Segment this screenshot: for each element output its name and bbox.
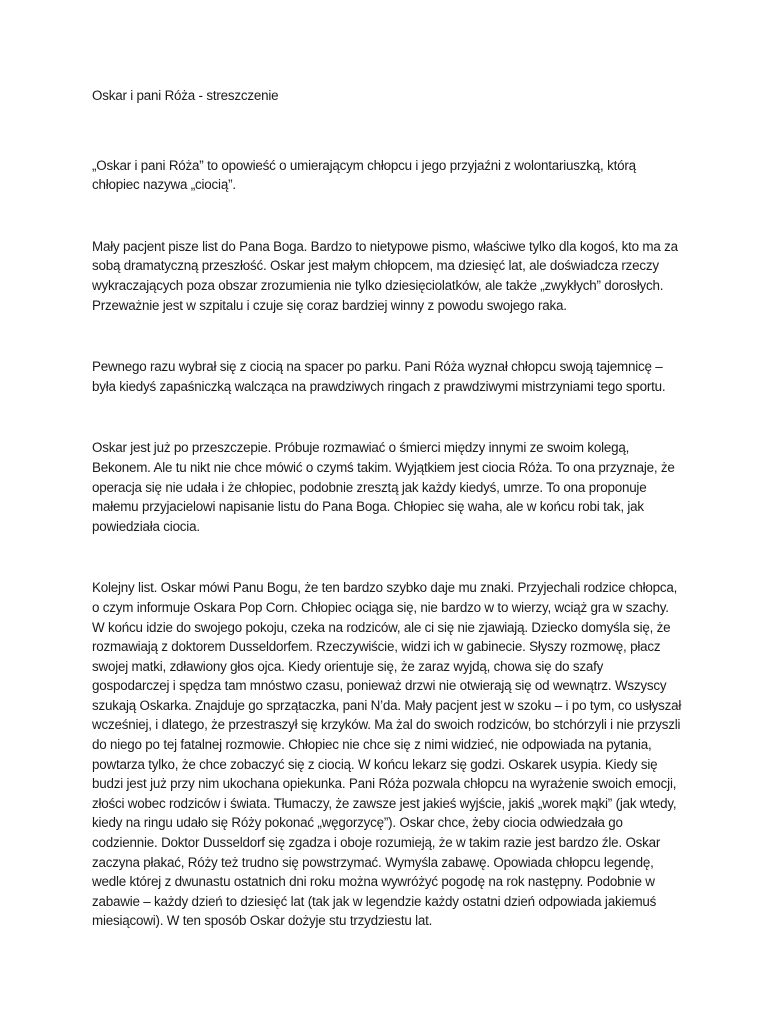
paragraph-park: Pewnego razu wybrał się z ciocią na spacer po parku. Pani Róża wyznał chłopcu swoją tajemnicę – była kiedyś zapaśniczką walcząca na prawdziwych ringach z prawdziwymi mistrzyniami tego sportu.: [92, 359, 666, 394]
paragraph-transplant: Oskar jest już po przeszczepie. Próbuje rozmawiać o śmierci między innymi ze swoim kolegą, Bekonem. Ale tu nikt nie chce mówić o czymś takim. Wyjątkiem jest ciocia Róża. To ona przyznaje, że operacja się nie udała i że chłopiec, podobnie zresztą jak każdy kiedyś, umrze. To ona proponuje małemu przyjacielowi napisanie listu do Pana Boga. Chłopiec się waha, ale w końcu robi tak, jak powiedziała ciocia.: [92, 440, 675, 534]
document-body: [92, 86, 682, 931]
paragraph-next-letter: Kolejny list. Oskar mówi Panu Bogu, że ten bardzo szybko daje mu znaki. Przyjechali rodzice chłopca, o czym informuje Oskara Pop Corn. Chłopiec ociąga się, nie bardzo w to wierzy, wciąż gra w szachy. W końcu idzie do swojego pokoju, czeka na rodziców, ale ci się nie zjawiają. Dziecko domyśla się, że rozmawiają z doktorem Dusseldorfem. Rzeczywiście, widzi ich w gabinecie. Słyszy rozmowę, płacz swojej matki, zdławiony głos ojca. Kiedy orientuje się, że zaraz wyjdą, chowa się do szafy gospodarczej i spędza tam mnóstwo czasu, ponieważ drzwi nie otwierają się od wewnątrz. Wszyscy szukają Oskarka. Znajduje go sprzątaczka, pani N’da. Mały pacjent jest w szoku – i po tym, co usłyszał wcześniej, i dlatego, że przestraszył się krzyków. Ma żal do swoich rodziców, bo stchórzyli i nie przyszli do niego po tej fatalnej rozmowie. Chłopiec nie chce się z nimi widzieć, nie odpowiada na pytania, powtarza tylko, że chce zobaczyć się z ciocią. W końcu lekarz się godzi. Oskarek usypia. Kiedy się budzi jest już przy nim ukochana opiekunka. Pani Róża pozwala chłopcu na wyrażenie swoich emocji, złości wobec rodziców i świata. Tłumaczy, że zawsze jest jakieś wyjście, jakiś „worek mąki” (jak wtedy, kiedy na ringu udało się Róży pokonać „węgorzycę”). Oskar chce, żeby ciocia odwiedzała go codziennie. Doktor Dusseldorf się zgadza i oboje rozumieją, że w takim razie jest bardzo źle. Oskar zaczyna płakać, Róży też trudno się powstrzymać. Wymyśla zabawę. Opowiada chłopcu legendę, wedle której z dwunastu ostatnich dni roku można wywróżyć pogodę na rok następny. Podobnie w zabawie – każdy dzień to dziesięć lat (tak jak w legendzie każdy ostatni dzień odpowiada jakiemuś miesiącowi). W ten sposób Oskar dożyje stu trzydziestu lat.: [92, 580, 682, 929]
paragraph-intro: „Oskar i pani Róża” to opowieść o umierającym chłopcu i jego przyjaźni z wolontariuszką, którą chłopiec nazywa „ciocią”.: [92, 157, 636, 193]
document-title: Oskar i pani Róża - streszczenie: [92, 88, 279, 103]
paragraph-letter: Mały pacjent pisze list do Pana Boga. Bardzo to nietypowe pismo, właściwe tylko dla kogoś, kto ma za sobą dramatyczną przeszłość. Oskar jest małym chłopcem, ma dziesięć lat, ale doświadcza rzeczy wykraczających poza obszar zrozumienia nie tylko dziesięciolatków, ale także „zwykłych” dorosłych. Przeważnie jest w szpitalu i czuje się coraz bardziej winny z powodu swojego raka.: [92, 238, 678, 313]
